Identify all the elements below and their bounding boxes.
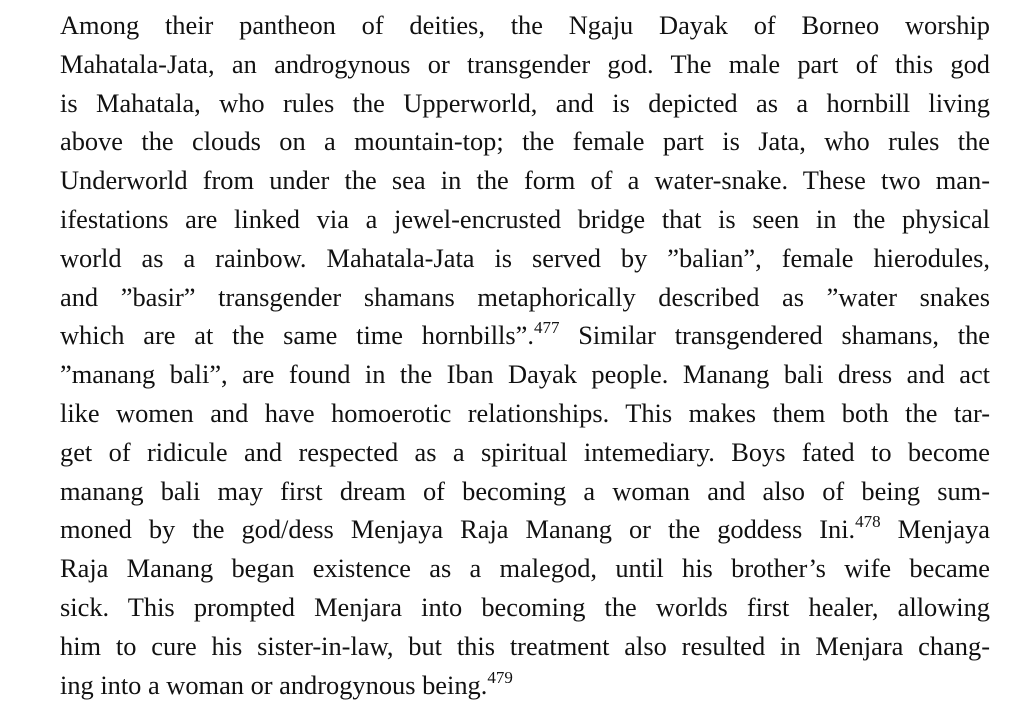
body-paragraph <box>60 6 990 704</box>
text-line-with-footnote <box>60 666 990 704</box>
text-line: sick. This prompted Menjara into becoming the worlds first healer, allowing <box>60 591 990 622</box>
text-line: him to cure his sister-in-law, but this treatment also resulted in Menjara chang- <box>60 630 990 661</box>
line-text-before: ing into a woman or androgynous being. <box>60 669 488 700</box>
text-line-with-footnote <box>60 316 990 355</box>
text-line: manang bali may first dream of becoming a woman and also of being sum- <box>60 475 990 506</box>
text-line: like women and have homoerotic relationships. This makes them both the tar- <box>60 397 990 428</box>
line-text-after: Menjaya <box>880 514 990 545</box>
text-line: Mahatala-Jata, an androgynous or transgender god. The male part of this god <box>60 48 990 79</box>
text-line: ifestations are linked via a jewel-encrusted bridge that is seen in the physical <box>60 203 990 234</box>
line-text-after: Similar transgendered shamans, the <box>559 320 991 351</box>
text-line-with-footnote <box>60 510 990 549</box>
footnote-marker-477[interactable]: 477 <box>533 318 560 338</box>
line-text-before: moned by the god/dess Menjaya Raja Manang or the goddess Ini. <box>60 514 856 545</box>
document-page <box>60 6 990 704</box>
text-line: world as a rainbow. Mahatala-Jata is served by ”balian”, female hierodules, <box>60 242 990 273</box>
text-line: is Mahatala, who rules the Upperworld, and is depicted as a hornbill living <box>60 87 990 118</box>
text-line: Underworld from under the sea in the form of a water-snake. These two man- <box>60 165 990 196</box>
footnote-marker-478[interactable]: 478 <box>855 512 881 532</box>
line-text-before: which are at the same time hornbills”. <box>60 320 534 351</box>
text-line: get of ridicule and respected as a spiritual intemediary. Boys fated to become <box>60 436 990 467</box>
text-line: Raja Manang began existence as a malegod, until his brother’s wife became <box>60 553 990 584</box>
text-line: Among their pantheon of deities, the Ngaju Dayak of Borneo worship <box>60 10 990 40</box>
footnote-marker-479[interactable]: 479 <box>487 667 513 687</box>
text-line: and ”basir” transgender shamans metaphorically described as ”water snakes <box>60 281 990 312</box>
text-line: above the clouds on a mountain-top; the female part is Jata, who rules the <box>60 126 990 157</box>
text-line: ”manang bali”, are found in the Iban Dayak people. Manang bali dress and act <box>60 359 990 390</box>
